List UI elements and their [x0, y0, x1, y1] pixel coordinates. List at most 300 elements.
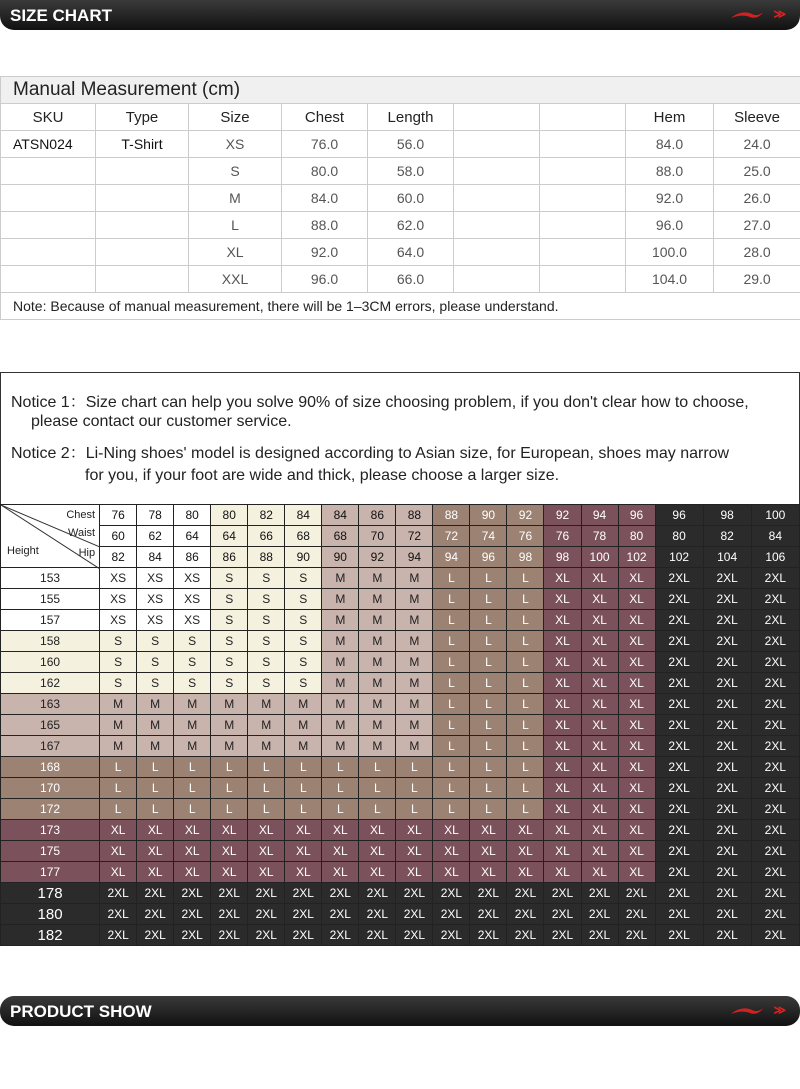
size-cell: L — [248, 757, 285, 778]
hip-value: 82 — [100, 547, 137, 568]
size-cell: L — [507, 589, 544, 610]
size-cell: 2XL — [433, 925, 470, 946]
size-cell: 2XL — [618, 883, 655, 904]
size-cell: L — [470, 736, 507, 757]
size-cell: 2XL — [703, 799, 751, 820]
size-cell: XL — [544, 652, 581, 673]
size-cell: 2XL — [655, 904, 703, 925]
size-cell: L — [507, 631, 544, 652]
size-cell: 2XL — [655, 757, 703, 778]
size-cell: 2XL — [655, 652, 703, 673]
size-recommendation-table — [0, 504, 800, 946]
size-cell: 2XL — [544, 883, 581, 904]
height-value: 163 — [1, 694, 100, 715]
hip-value: 102 — [618, 547, 655, 568]
size-cell: XL — [581, 757, 618, 778]
size-cell: 2XL — [751, 589, 799, 610]
size-cell: 2XL — [359, 883, 396, 904]
size-cell: 2XL — [751, 757, 799, 778]
height-value: 157 — [1, 610, 100, 631]
height-row — [1, 715, 800, 736]
size-cell: L — [470, 568, 507, 589]
waist-value: 80 — [655, 526, 703, 547]
size-cell: 2XL — [285, 883, 322, 904]
size-cell: 2XL — [322, 925, 359, 946]
size-cell: 2XL — [322, 904, 359, 925]
size-cell: 2XL — [618, 925, 655, 946]
size-cell: XL — [507, 841, 544, 862]
table-cell: 100.0 — [626, 239, 714, 266]
size-cell: XL — [433, 862, 470, 883]
table-cell — [454, 158, 540, 185]
size-cell: M — [396, 568, 433, 589]
column-header: SKU — [1, 104, 96, 131]
size-cell: S — [248, 610, 285, 631]
size-cell: XL — [618, 589, 655, 610]
size-cell: M — [322, 589, 359, 610]
size-cell: XL — [396, 820, 433, 841]
table-caption: Manual Measurement (cm) — [1, 77, 800, 104]
size-cell: 2XL — [751, 904, 799, 925]
height-row — [1, 841, 800, 862]
size-cell: L — [137, 778, 174, 799]
size-cell: M — [322, 715, 359, 736]
size-cell: S — [211, 631, 248, 652]
size-cell: S — [211, 673, 248, 694]
size-cell: XL — [359, 862, 396, 883]
size-cell: L — [470, 673, 507, 694]
size-cell: L — [359, 799, 396, 820]
size-chart-banner — [0, 0, 800, 30]
hip-value: 84 — [137, 547, 174, 568]
table-cell: 88.0 — [282, 212, 368, 239]
size-cell: 2XL — [655, 631, 703, 652]
size-cell: S — [285, 652, 322, 673]
size-cell: XL — [581, 820, 618, 841]
size-cell: XL — [581, 841, 618, 862]
size-cell: L — [322, 799, 359, 820]
height-value: 167 — [1, 736, 100, 757]
hip-value: 90 — [285, 547, 322, 568]
size-cell: 2XL — [137, 883, 174, 904]
size-cell: XL — [581, 673, 618, 694]
table-cell: 64.0 — [368, 239, 454, 266]
waist-value: 68 — [322, 526, 359, 547]
size-cell: 2XL — [248, 904, 285, 925]
size-cell: 2XL — [703, 694, 751, 715]
table-cell: 92.0 — [282, 239, 368, 266]
size-cell: 2XL — [703, 736, 751, 757]
column-header: Size — [189, 104, 282, 131]
height-row — [1, 778, 800, 799]
size-cell: M — [396, 652, 433, 673]
table-cell — [96, 239, 189, 266]
size-cell: XL — [100, 841, 137, 862]
size-cell: 2XL — [211, 904, 248, 925]
column-header — [454, 104, 540, 131]
waist-value: 84 — [751, 526, 799, 547]
size-cell: M — [359, 715, 396, 736]
size-cell: S — [248, 673, 285, 694]
size-cell: L — [507, 715, 544, 736]
size-cell: XL — [544, 610, 581, 631]
size-cell: L — [285, 778, 322, 799]
size-cell: XL — [581, 799, 618, 820]
size-cell: XL — [359, 820, 396, 841]
size-cell: S — [137, 652, 174, 673]
size-cell: L — [137, 799, 174, 820]
notice-2-cont: for you, if your foot are wide and thick, please choose a larger size. — [85, 467, 560, 484]
height-value: 180 — [1, 904, 100, 925]
notice-2: Notice 2：Li-Ning shoes' model is designed according to Asian size, for European, shoes may narrow — [11, 445, 730, 462]
height-value: 160 — [1, 652, 100, 673]
size-cell: XL — [618, 757, 655, 778]
size-cell: 2XL — [396, 925, 433, 946]
size-cell: L — [470, 589, 507, 610]
size-cell: 2XL — [211, 883, 248, 904]
size-cell: 2XL — [703, 820, 751, 841]
size-cell: M — [248, 715, 285, 736]
size-cell: 2XL — [174, 883, 211, 904]
size-cell: M — [174, 694, 211, 715]
size-cell: XL — [618, 736, 655, 757]
table-row — [1, 158, 800, 185]
size-cell: 2XL — [359, 904, 396, 925]
size-cell: 2XL — [751, 631, 799, 652]
size-cell: XL — [618, 715, 655, 736]
table-cell: 84.0 — [626, 131, 714, 158]
size-cell: XL — [470, 841, 507, 862]
size-cell: L — [507, 799, 544, 820]
size-cell: 2XL — [751, 841, 799, 862]
height-row — [1, 736, 800, 757]
size-cell: 2XL — [433, 883, 470, 904]
size-cell: S — [248, 589, 285, 610]
manual-measurement-table — [0, 76, 800, 320]
height-row — [1, 673, 800, 694]
height-row — [1, 610, 800, 631]
size-cell: S — [248, 631, 285, 652]
table-cell — [540, 239, 626, 266]
table-cell: ATSN024 — [1, 131, 96, 158]
size-cell: M — [359, 652, 396, 673]
size-cell: M — [396, 631, 433, 652]
height-label: Height — [7, 545, 39, 557]
size-cell: XL — [544, 715, 581, 736]
size-cell: 2XL — [655, 589, 703, 610]
size-cell: 2XL — [137, 904, 174, 925]
size-cell: 2XL — [581, 925, 618, 946]
size-cell: L — [507, 568, 544, 589]
size-cell: XL — [211, 841, 248, 862]
waist-label: Waist — [68, 527, 96, 539]
hip-value: 96 — [470, 547, 507, 568]
table-row — [1, 239, 800, 266]
size-cell: L — [359, 757, 396, 778]
size-cell: L — [396, 799, 433, 820]
hip-value: 86 — [211, 547, 248, 568]
size-cell: XL — [618, 841, 655, 862]
table-cell: 92.0 — [626, 185, 714, 212]
size-cell: 2XL — [655, 610, 703, 631]
li-ning-logo-icon — [730, 10, 764, 20]
size-cell: XL — [618, 652, 655, 673]
size-cell: M — [359, 736, 396, 757]
height-value: 158 — [1, 631, 100, 652]
hip-value: 92 — [359, 547, 396, 568]
size-cell: L — [470, 715, 507, 736]
size-cell: S — [137, 673, 174, 694]
size-cell: M — [322, 631, 359, 652]
size-cell: L — [433, 736, 470, 757]
hip-label: Hip — [78, 547, 96, 559]
waist-value: 74 — [470, 526, 507, 547]
size-cell: L — [322, 757, 359, 778]
size-cell: XL — [618, 568, 655, 589]
size-cell: S — [211, 652, 248, 673]
size-cell: L — [100, 757, 137, 778]
size-cell: 2XL — [655, 841, 703, 862]
size-cell: XL — [285, 841, 322, 862]
table-row — [1, 266, 800, 293]
chest-value: 80 — [174, 505, 211, 526]
size-cell: L — [433, 568, 470, 589]
size-cell: 2XL — [322, 883, 359, 904]
table-cell: XL — [189, 239, 282, 266]
size-cell: L — [174, 778, 211, 799]
size-cell: L — [211, 757, 248, 778]
size-cell: XL — [544, 631, 581, 652]
height-row — [1, 694, 800, 715]
size-cell: XL — [396, 841, 433, 862]
size-cell: XL — [618, 673, 655, 694]
size-cell: 2XL — [100, 925, 137, 946]
table-cell: 62.0 — [368, 212, 454, 239]
size-cell: M — [396, 736, 433, 757]
size-cell: L — [174, 757, 211, 778]
table-cell: 104.0 — [626, 266, 714, 293]
size-cell: L — [433, 673, 470, 694]
hip-value: 106 — [751, 547, 799, 568]
size-cell: XL — [211, 820, 248, 841]
chest-value: 76 — [100, 505, 137, 526]
size-cell: XS — [137, 610, 174, 631]
table-cell — [1, 212, 96, 239]
height-value: 168 — [1, 757, 100, 778]
table-row — [1, 185, 800, 212]
height-value: 175 — [1, 841, 100, 862]
size-cell: 2XL — [751, 862, 799, 883]
table-row — [1, 131, 800, 158]
product-show-banner — [0, 996, 800, 1026]
size-cell: 2XL — [703, 883, 751, 904]
chest-value: 96 — [618, 505, 655, 526]
chest-value: 84 — [322, 505, 359, 526]
table-cell — [96, 158, 189, 185]
size-cell: 2XL — [396, 904, 433, 925]
size-cell: XL — [581, 568, 618, 589]
waist-value: 62 — [137, 526, 174, 547]
size-cell: 2XL — [751, 883, 799, 904]
size-cell: M — [322, 673, 359, 694]
table-cell: 25.0 — [714, 158, 800, 185]
size-cell: S — [211, 568, 248, 589]
size-cell: L — [322, 778, 359, 799]
size-cell: L — [433, 799, 470, 820]
size-cell: M — [285, 715, 322, 736]
hip-value: 98 — [507, 547, 544, 568]
size-cell: 2XL — [174, 925, 211, 946]
size-cell: 2XL — [655, 799, 703, 820]
height-value: 177 — [1, 862, 100, 883]
notice-1-cont: please contact our customer service. — [31, 413, 292, 430]
height-value: 155 — [1, 589, 100, 610]
size-cell: 2XL — [100, 904, 137, 925]
column-header: Length — [368, 104, 454, 131]
size-cell: 2XL — [137, 925, 174, 946]
table-cell: XXL — [189, 266, 282, 293]
size-cell: XL — [174, 820, 211, 841]
size-cell: 2XL — [100, 883, 137, 904]
table-cell: 88.0 — [626, 158, 714, 185]
size-cell: L — [174, 799, 211, 820]
size-cell: XL — [322, 841, 359, 862]
notice-box — [0, 372, 800, 505]
size-cell: 2XL — [655, 883, 703, 904]
size-cell: XL — [507, 820, 544, 841]
size-cell: M — [100, 715, 137, 736]
height-row — [1, 652, 800, 673]
table-cell: 58.0 — [368, 158, 454, 185]
size-cell: 2XL — [285, 904, 322, 925]
size-cell: XL — [544, 820, 581, 841]
height-row — [1, 589, 800, 610]
size-cell: XL — [618, 610, 655, 631]
size-cell: XL — [544, 778, 581, 799]
size-cell: L — [470, 631, 507, 652]
size-cell: XL — [581, 778, 618, 799]
chest-value: 88 — [433, 505, 470, 526]
size-cell: XL — [581, 589, 618, 610]
table-cell: 24.0 — [714, 131, 800, 158]
size-cell: L — [507, 652, 544, 673]
table-cell: 96.0 — [626, 212, 714, 239]
height-row — [1, 757, 800, 778]
waist-value: 70 — [359, 526, 396, 547]
size-cell: L — [396, 778, 433, 799]
size-cell: M — [100, 736, 137, 757]
chest-value: 96 — [655, 505, 703, 526]
size-cell: S — [211, 589, 248, 610]
chest-value: 82 — [248, 505, 285, 526]
size-cell: M — [322, 610, 359, 631]
size-cell: M — [396, 589, 433, 610]
size-cell: L — [470, 694, 507, 715]
table-row — [1, 212, 800, 239]
waist-value: 64 — [211, 526, 248, 547]
waist-value: 76 — [544, 526, 581, 547]
table-cell — [454, 185, 540, 212]
size-cell: L — [137, 757, 174, 778]
height-value: 162 — [1, 673, 100, 694]
size-cell: 2XL — [544, 904, 581, 925]
size-cell: 2XL — [470, 904, 507, 925]
chest-value: 78 — [137, 505, 174, 526]
size-cell: M — [359, 673, 396, 694]
waist-value: 60 — [100, 526, 137, 547]
table-corner — [1, 505, 100, 568]
chest-value: 98 — [703, 505, 751, 526]
size-cell: M — [359, 694, 396, 715]
size-cell: 2XL — [751, 925, 799, 946]
size-cell: M — [322, 568, 359, 589]
size-cell: 2XL — [248, 883, 285, 904]
hip-value: 86 — [174, 547, 211, 568]
size-cell: 2XL — [618, 904, 655, 925]
banner-title: SIZE CHART — [10, 6, 112, 25]
size-cell: M — [100, 694, 137, 715]
size-cell: M — [322, 652, 359, 673]
size-cell: 2XL — [751, 694, 799, 715]
size-cell: L — [507, 757, 544, 778]
banner-title: PRODUCT SHOW — [10, 1002, 152, 1021]
size-cell: L — [100, 778, 137, 799]
size-cell: XL — [618, 694, 655, 715]
table-cell: 56.0 — [368, 131, 454, 158]
size-cell: M — [396, 610, 433, 631]
size-cell: XL — [544, 799, 581, 820]
size-cell: L — [470, 757, 507, 778]
size-cell: S — [137, 631, 174, 652]
size-cell: 2XL — [703, 904, 751, 925]
size-cell: 2XL — [703, 862, 751, 883]
size-cell: XL — [322, 820, 359, 841]
table-cell — [540, 212, 626, 239]
size-cell: 2XL — [174, 904, 211, 925]
size-cell: XS — [100, 568, 137, 589]
size-cell: 2XL — [211, 925, 248, 946]
table-cell: 96.0 — [282, 266, 368, 293]
height-row — [1, 883, 800, 904]
size-cell: XS — [137, 589, 174, 610]
size-cell: XS — [174, 568, 211, 589]
size-cell: M — [396, 694, 433, 715]
size-cell: S — [100, 631, 137, 652]
size-cell: S — [248, 652, 285, 673]
size-cell: M — [359, 568, 396, 589]
size-cell: M — [211, 736, 248, 757]
table-cell: S — [189, 158, 282, 185]
size-cell: 2XL — [655, 673, 703, 694]
chest-value: 92 — [507, 505, 544, 526]
size-cell: M — [174, 715, 211, 736]
size-cell: 2XL — [655, 862, 703, 883]
hip-value: 102 — [655, 547, 703, 568]
waist-value: 82 — [703, 526, 751, 547]
size-cell: S — [100, 673, 137, 694]
waist-value: 66 — [248, 526, 285, 547]
size-cell: L — [211, 799, 248, 820]
height-value: 165 — [1, 715, 100, 736]
table-cell: T-Shirt — [96, 131, 189, 158]
waist-value: 72 — [396, 526, 433, 547]
size-cell: XL — [396, 862, 433, 883]
size-cell: 2XL — [703, 841, 751, 862]
height-value: 170 — [1, 778, 100, 799]
size-cell: L — [433, 715, 470, 736]
size-cell: 2XL — [470, 883, 507, 904]
column-header: Sleeve — [714, 104, 800, 131]
